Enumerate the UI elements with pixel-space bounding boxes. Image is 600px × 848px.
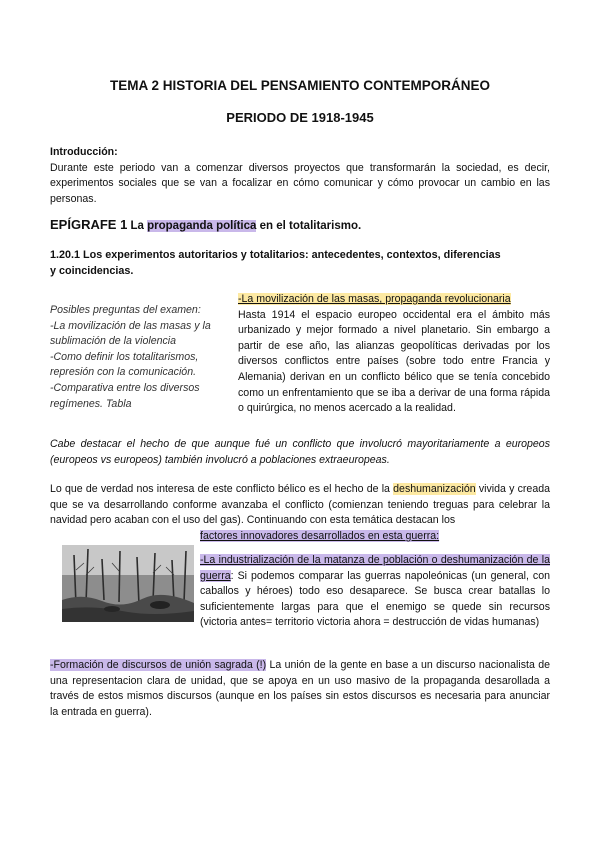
war-photo-image — [62, 545, 194, 622]
industrializacion-text: : Si podemos comparar las guerras napoleónicas (un general, con caballos y héroes) todo eso desaparece. Se busca crear batallas lo suficientemente largas para que el enemigo se quede sin recursos (victoria antes= territorio victoria ahora = destrucción de vidas humanas) — [200, 569, 550, 629]
epigrafe-pre: La — [130, 220, 148, 232]
epigrafe-post: en el totalitarismo. — [256, 220, 362, 232]
deshumanizacion-highlight: deshumanización — [393, 483, 476, 495]
section-heading-line1: 1.20.1 Los experimentos autoritarios y totalitarios: antecedentes, contextos, diferencias — [50, 249, 501, 261]
epigrafe-highlight: propaganda política — [147, 220, 257, 232]
note-line: -Comparativa entre los diversos — [50, 381, 200, 394]
note-line: -La movilización de las masas y la — [50, 319, 211, 332]
discursos-text: La unión de la gente en base a un discurso nacionalista de una representacion clara de unidad, que se apoya en un uso masivo de la propaganda desarollada a través de estos mismos discursos (aunque en los países sin estos discursos es necesaria para anunciar la entrada en guerra). — [50, 659, 550, 718]
intro-block — [50, 145, 550, 207]
handwritten-notes — [50, 303, 232, 412]
discursos-block — [50, 658, 550, 720]
factors-highlight: factores innovadores desarrollados en esta guerra: — [200, 530, 440, 542]
factors-line — [200, 529, 550, 545]
section-heading-line2: y coincidencias. — [50, 264, 134, 277]
deshumanizacion-post: vivida y creada que se va desarrollando conforme avanzaba el conflicto (comienzan teniendo treguas para celebrar la navidad pero acaban con el uso del gas). Continuando con esta temática destacan los — [50, 483, 550, 527]
epigrafe-heading — [50, 217, 550, 232]
note-line: regímenes. Tabla — [50, 397, 132, 410]
note-line: -Como definir los totalitarismos, — [50, 350, 199, 363]
movilizacion-block — [238, 292, 550, 417]
intro-text: Durante este periodo van a comenzar diversos proyectos que transformarán la sociedad, es decir, experimentos sociales que se van a focalizar en cómo comunicar y cómo provocar un cambio en las personas. — [50, 161, 550, 205]
page-title: TEMA 2 HISTORIA DEL PENSAMIENTO CONTEMPORÁNEO — [109, 78, 491, 93]
note-line: Posibles preguntas del examen: — [50, 304, 201, 316]
industrializacion-highlight: -La industrialización de la matanza de población o deshumanización de la guerra — [200, 554, 550, 582]
section-heading — [50, 248, 550, 279]
note-line: represión con la comunicación. — [50, 366, 197, 379]
movilizacion-text: Hasta 1914 el espacio europeo occidental era el ámbito más urbanizado y mejor formado a nivel planetario. Sin embargo a partir de ese año, las alianzas geopolíticas derivadas por los diversos conflictos entre países (sobre todo entre Francia y Alemania) derivan en un conflicto bélico que se tenía concebido como un enfrentamiento que se iba a derivar de una forma rápida o quirúrgica, no menos acercado a la realidad. — [238, 308, 550, 415]
war-photo — [62, 545, 194, 622]
industrializacion-block — [200, 553, 550, 631]
epigrafe-label: EPÍGRAFE 1 — [50, 217, 128, 232]
note-line: sublimación de la violencia — [50, 335, 177, 348]
discursos-highlight: -Formación de discursos de unión sagrada (!) — [50, 659, 267, 671]
deshumanizacion-block — [50, 482, 550, 529]
page-subtitle: PERIODO DE 1918-1945 — [226, 110, 374, 125]
deshumanizacion-pre: Lo que de verdad nos interesa de este conflicto bélico es el hecho de la — [50, 483, 394, 495]
movilizacion-heading: -La movilización de las masas, propaganda revolucionaria — [238, 293, 511, 305]
italic-note: Cabe destacar el hecho de que aunque fué un conflicto que involucró mayoritariamente a europeos (europeos vs europeos) también involucró a poblaciones extraeuropeas. — [50, 438, 550, 466]
intro-heading: Introducción: — [50, 146, 118, 158]
